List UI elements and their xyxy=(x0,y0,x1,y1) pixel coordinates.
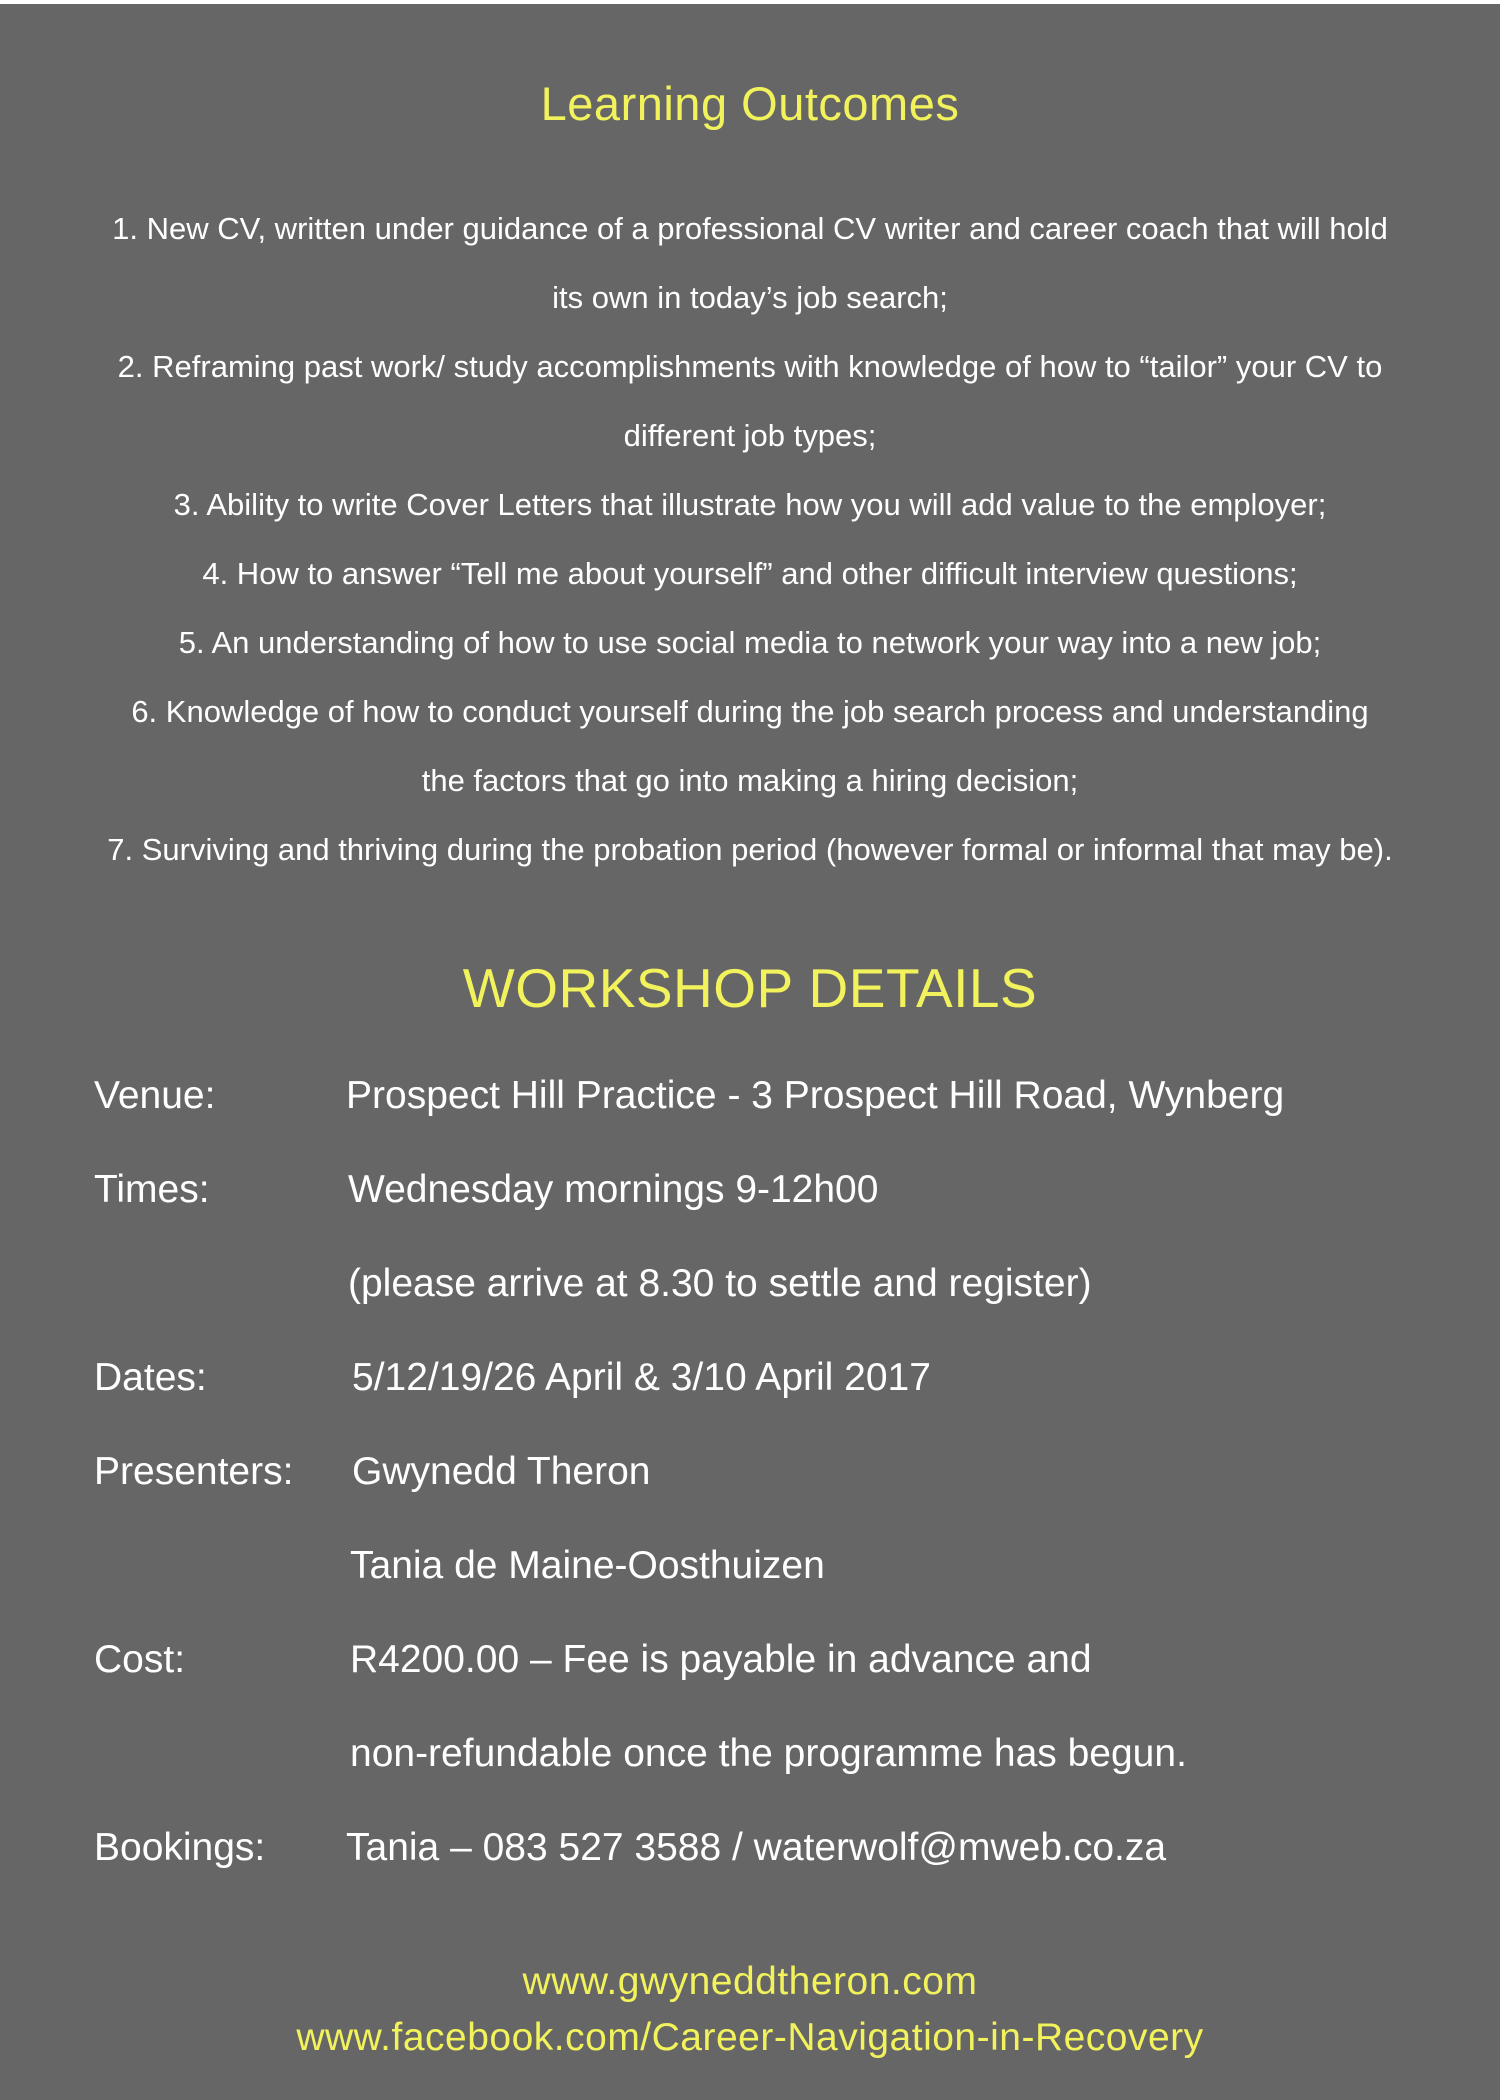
outcome-line: 7. Surviving and thriving during the probation period (however formal or informal that may be). xyxy=(107,832,1393,867)
facebook-link[interactable]: www.facebook.com/Career-Navigation-in-Recovery xyxy=(296,2016,1204,2059)
outcome-line: 4. How to answer “Tell me about yourself” and other difficult interview questions; xyxy=(202,556,1298,591)
presenter-name: Tania de Maine-Oosthuizen xyxy=(350,1544,825,1587)
bookings-value: Tania – 083 527 3588 / waterwolf@mweb.co.za xyxy=(346,1826,1167,1869)
venue-label: Venue: xyxy=(94,1074,216,1117)
outcome-line: 6. Knowledge of how to conduct yourself during the job search process and understanding xyxy=(131,694,1369,729)
learning-outcomes-list xyxy=(20,194,1480,884)
outcome-line: 2. Reframing past work/ study accomplishments with knowledge of how to “tailor” your CV to xyxy=(117,349,1383,384)
presenters-label: Presenters: xyxy=(94,1450,294,1493)
venue-value: Prospect Hill Practice - 3 Prospect Hill Road, Wynberg xyxy=(346,1074,1285,1117)
bookings-label: Bookings: xyxy=(94,1826,266,1869)
flyer-page xyxy=(0,4,1500,2100)
outcome-line: its own in today’s job search; xyxy=(552,280,948,315)
workshop-details-heading: WORKSHOP DETAILS xyxy=(462,957,1038,1019)
outcome-line: 1. New CV, written under guidance of a professional CV writer and career coach that will hold xyxy=(112,211,1388,246)
presenter-name: Gwynedd Theron xyxy=(352,1450,651,1493)
cost-note: non-refundable once the programme has begun. xyxy=(350,1732,1187,1775)
times-note: (please arrive at 8.30 to settle and register) xyxy=(348,1262,1092,1305)
learning-outcomes-heading: Learning Outcomes xyxy=(540,77,960,130)
outcome-line: different job types; xyxy=(623,418,877,453)
times-value: Wednesday mornings 9-12h00 xyxy=(348,1168,879,1211)
website-link[interactable]: www.gwyneddtheron.com xyxy=(522,1960,978,2003)
outcome-line: the factors that go into making a hiring decision; xyxy=(421,763,1079,798)
outcome-line: 3. Ability to write Cover Letters that illustrate how you will add value to the employer; xyxy=(173,487,1327,522)
dates-label: Dates: xyxy=(94,1356,207,1399)
outcome-line: 5. An understanding of how to use social media to network your way into a new job; xyxy=(178,625,1322,660)
cost-label: Cost: xyxy=(94,1638,186,1681)
cost-value: R4200.00 – Fee is payable in advance and xyxy=(350,1638,1092,1681)
times-label: Times: xyxy=(94,1168,210,1211)
dates-value: 5/12/19/26 April & 3/10 April 2017 xyxy=(352,1356,931,1399)
